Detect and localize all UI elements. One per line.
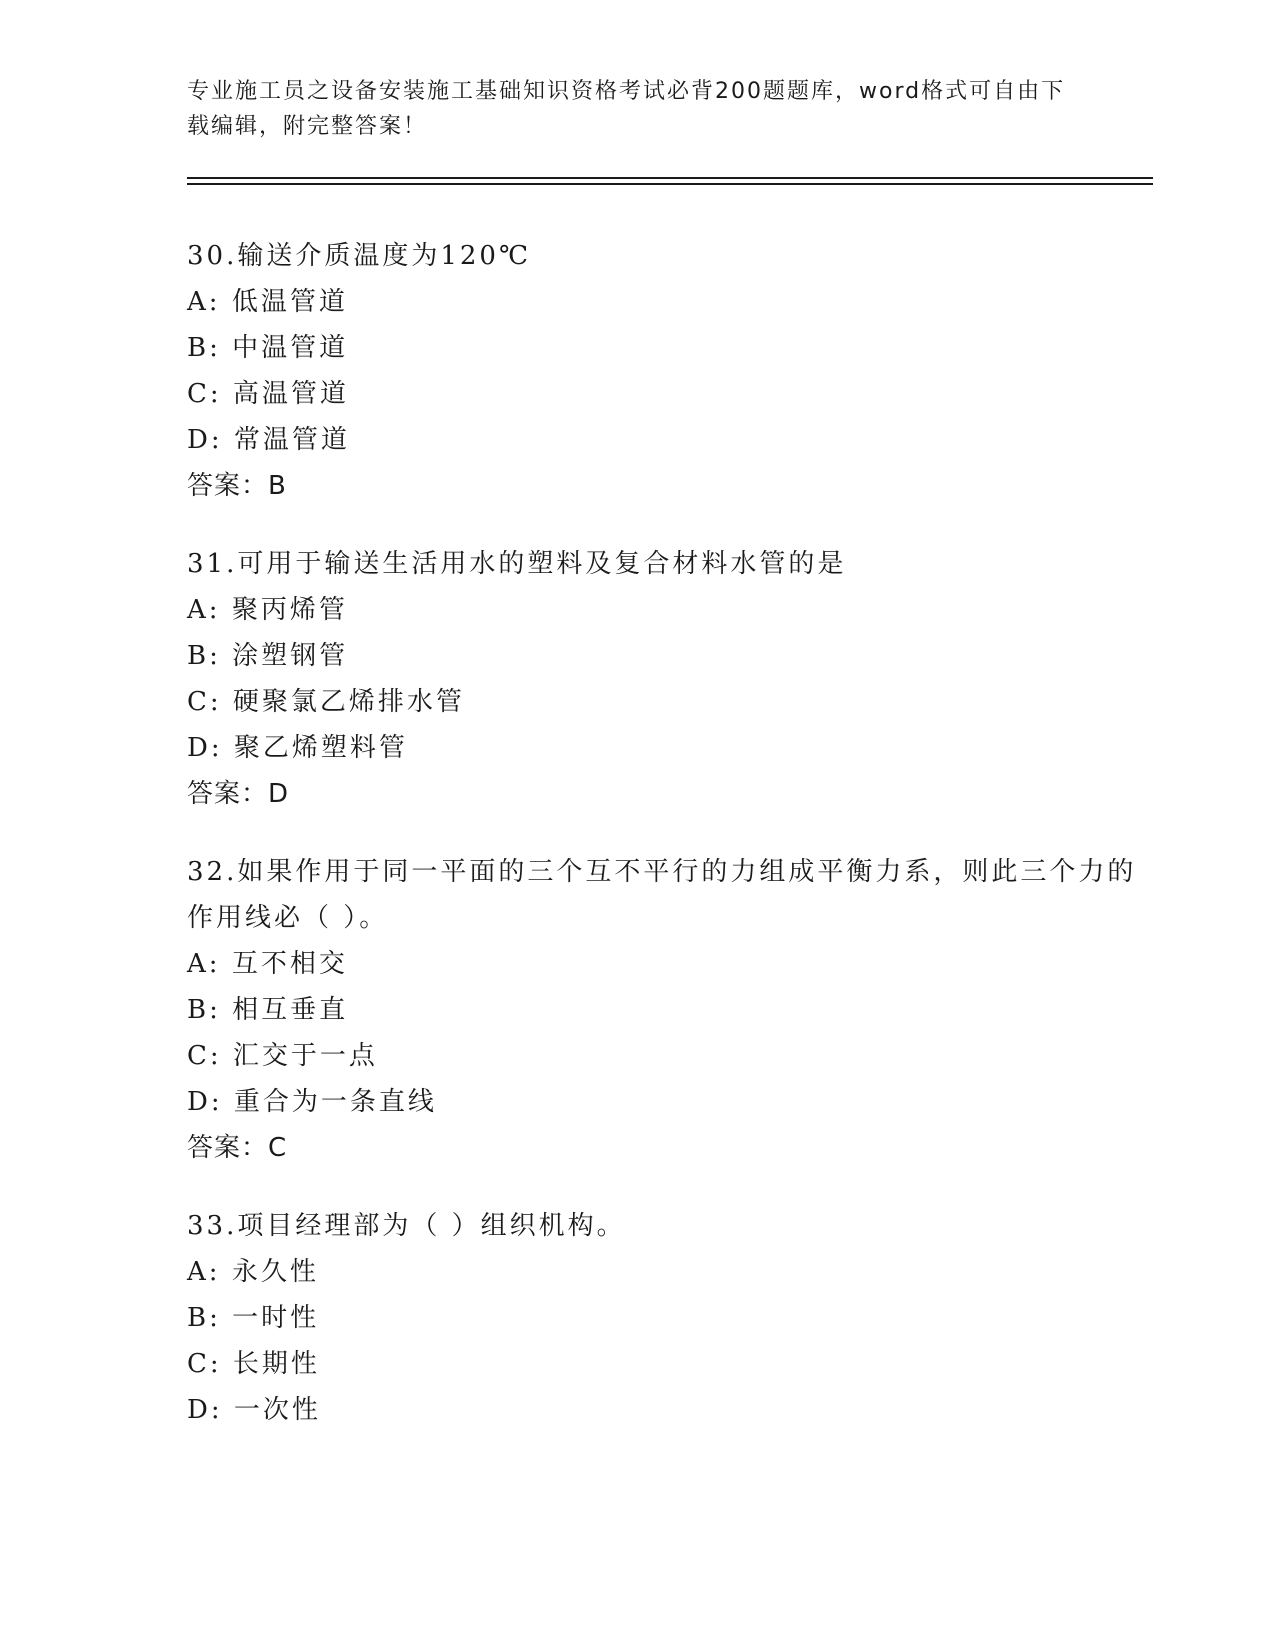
option-letter: A: — [187, 595, 221, 625]
option-d — [187, 1079, 1137, 1125]
option-letter: C: — [187, 379, 222, 409]
option-text: 聚丙烯管 — [231, 595, 348, 625]
option-letter: B: — [187, 333, 221, 363]
option-a — [187, 587, 1137, 633]
option-b — [187, 1295, 1137, 1341]
option-letter: B: — [187, 1303, 221, 1333]
option-b — [187, 987, 1137, 1033]
option-text: 一次性 — [233, 1395, 321, 1425]
option-letter: A: — [187, 1257, 221, 1287]
header-divider-line — [187, 183, 1153, 185]
option-text: 相互垂直 — [232, 995, 349, 1025]
header-divider-line — [187, 177, 1153, 179]
question-32 — [187, 849, 1137, 1171]
option-text: 涂塑钢管 — [232, 641, 349, 671]
option-text: 聚乙烯塑料管 — [233, 733, 408, 763]
question-30 — [187, 233, 1137, 509]
question-stem: 33.项目经理部为（ ）组织机构。 — [187, 1211, 626, 1241]
option-text: 一时性 — [232, 1303, 320, 1333]
option-a — [187, 1249, 1137, 1295]
question-list — [187, 233, 1137, 1465]
option-c — [187, 1341, 1137, 1387]
option-a — [187, 941, 1137, 987]
option-letter: B: — [187, 641, 221, 671]
option-letter: A: — [187, 287, 221, 317]
option-b — [187, 325, 1137, 371]
option-text: 长期性 — [232, 1349, 320, 1379]
option-c — [187, 1033, 1137, 1079]
option-letter: C: — [187, 1041, 222, 1071]
option-text: 重合为一条直线 — [233, 1087, 437, 1117]
option-d — [187, 417, 1137, 463]
option-c — [187, 679, 1137, 725]
answer-line: 答案：B — [187, 471, 287, 501]
question-33 — [187, 1203, 1137, 1433]
option-text: 永久性 — [231, 1257, 319, 1287]
option-text: 高温管道 — [232, 379, 349, 409]
question-31 — [187, 541, 1137, 817]
question-stem: 31.可用于输送生活用水的塑料及复合材料水管的是 — [187, 549, 847, 579]
option-d — [187, 725, 1137, 771]
option-letter: C: — [187, 687, 222, 717]
option-text: 汇交于一点 — [232, 1041, 378, 1071]
option-letter: A: — [187, 949, 221, 979]
option-letter: D: — [187, 733, 223, 763]
option-b — [187, 633, 1137, 679]
option-text: 常温管道 — [233, 425, 350, 455]
question-stem: 32.如果作用于同一平面的三个互不平行的力组成平衡力系，则此三个力的作用线必（ ）。 — [187, 857, 1137, 933]
option-letter: D: — [187, 1395, 223, 1425]
option-c — [187, 371, 1137, 417]
option-letter: B: — [187, 995, 221, 1025]
option-letter: D: — [187, 425, 223, 455]
option-a — [187, 279, 1137, 325]
option-text: 中温管道 — [232, 333, 349, 363]
option-d — [187, 1387, 1137, 1433]
question-stem: 30.输送介质温度为120℃ — [187, 241, 532, 271]
answer-line: 答案：C — [187, 1133, 288, 1163]
answer-line: 答案：D — [187, 779, 290, 809]
option-text: 硬聚氯乙烯排水管 — [232, 687, 465, 717]
document-header: 专业施工员之设备安装施工基础知识资格考试必背200题题库，word格式可自由下载编辑，附完整答案！ — [187, 79, 1066, 139]
option-letter: C: — [187, 1349, 222, 1379]
option-text: 低温管道 — [231, 287, 348, 317]
option-text: 互不相交 — [231, 949, 348, 979]
option-letter: D: — [187, 1087, 223, 1117]
